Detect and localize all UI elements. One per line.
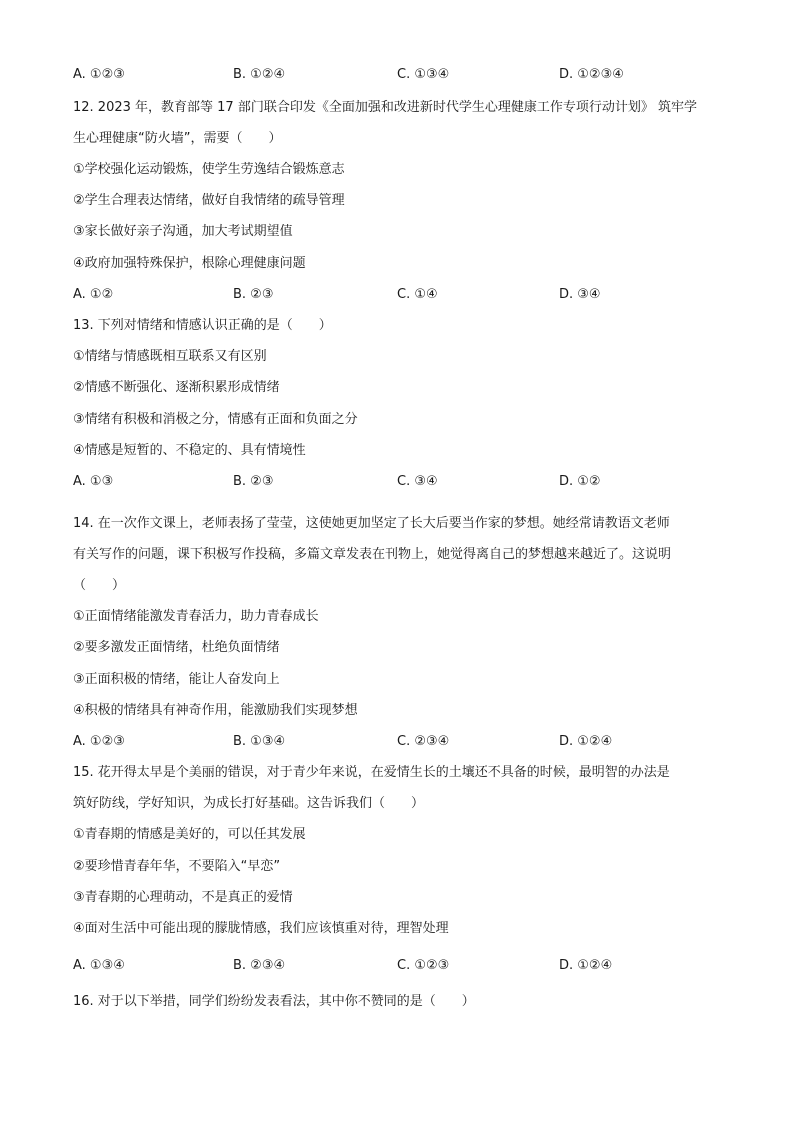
q15-statement-3: ③青春期的心理萌动，不是真正的爱情 [73, 890, 293, 905]
q13-option-a[interactable]: A. ①③ [73, 474, 114, 489]
q12-stem-line1: 12. 2023 年，教育部等 17 部门联合印发《全面加强和改进新时代学生心理健康工作专项行动计划》 筑牢学 [73, 100, 697, 115]
q15-option-d[interactable]: D. ①②④ [559, 958, 613, 973]
q11-option-a[interactable]: A. ①②③ [73, 67, 125, 82]
q12-statement-1: ①学校强化运动锻炼，使学生劳逸结合锻炼意志 [73, 162, 345, 177]
q13-stem-line1: 13. 下列对情绪和情感认识正确的是（ ） [73, 318, 332, 333]
q15-option-b[interactable]: B. ②③④ [233, 958, 286, 973]
q15-option-c[interactable]: C. ①②③ [397, 958, 450, 973]
q13-options [73, 474, 733, 490]
q12-option-a[interactable]: A. ①② [73, 287, 114, 302]
q14-stem-line1: 14. 在一次作文课上，老师表扬了莹莹，这使她更加坚定了长大后要当作家的梦想。她经常请教语文老师 [73, 516, 670, 531]
q14-statement-3: ③正面积极的情绪，能让人奋发向上 [73, 672, 280, 687]
q12-statement-3: ③家长做好亲子沟通，加大考试期望值 [73, 224, 293, 239]
q14-options [73, 734, 733, 750]
q14-statement-1: ①正面情绪能激发青春活力，助力青春成长 [73, 609, 319, 624]
q14-stem-line2: 有关写作的问题，课下积极写作投稿，多篇文章发表在刊物上，她觉得离自己的梦想越来越近了。这说明 [73, 547, 672, 562]
q12-statement-4: ④政府加强特殊保护，根除心理健康问题 [73, 256, 306, 271]
q11-option-b[interactable]: B. ①②④ [233, 67, 286, 82]
q11-option-c[interactable]: C. ①③④ [397, 67, 450, 82]
q15-stem-line2: 筑好防线，学好知识，为成长打好基础。这告诉我们（ ） [73, 796, 425, 811]
q15-options [73, 958, 733, 974]
q14-option-a[interactable]: A. ①②③ [73, 734, 125, 749]
q12-options [73, 287, 733, 303]
q15-statement-4: ④面对生活中可能出现的朦胧情感，我们应该慎重对待，理智处理 [73, 921, 449, 936]
q13-statement-2: ②情感不断强化、逐渐积累形成情绪 [73, 380, 280, 395]
q15-statement-2: ②要珍惜青春年华，不要陷入“早恋” [73, 859, 281, 874]
q13-statement-4: ④情感是短暂的、不稳定的、具有情境性 [73, 443, 306, 458]
q15-stem-line1: 15. 花开得太早是个美丽的错误，对于青少年来说，在爱情生长的土壤还不具备的时候，最明智的办法是 [73, 765, 670, 780]
q12-stem-line2: 生心理健康“防火墙”，需要（ ） [73, 131, 282, 146]
q13-statement-3: ③情绪有积极和消极之分，情感有正面和负面之分 [73, 412, 358, 427]
q14-option-d[interactable]: D. ①②④ [559, 734, 613, 749]
q15-option-a[interactable]: A. ①③④ [73, 958, 125, 973]
q13-statement-1: ①情绪与情感既相互联系又有区别 [73, 349, 267, 364]
q14-statement-4: ④积极的情绪具有神奇作用，能激励我们实现梦想 [73, 703, 358, 718]
q13-option-b[interactable]: B. ②③ [233, 474, 274, 489]
q15-statement-1: ①青春期的情感是美好的，可以任其发展 [73, 827, 306, 842]
q12-option-b[interactable]: B. ②③ [233, 287, 274, 302]
q12-statement-2: ②学生合理表达情绪，做好自我情绪的疏导管理 [73, 193, 345, 208]
q14-statement-2: ②要多激发正面情绪，杜绝负面情绪 [73, 640, 280, 655]
q12-option-c[interactable]: C. ①④ [397, 287, 438, 302]
q11-option-d[interactable]: D. ①②③④ [559, 67, 624, 82]
q13-option-c[interactable]: C. ③④ [397, 474, 438, 489]
q14-option-c[interactable]: C. ②③④ [397, 734, 450, 749]
q14-stem-line3: （ ） [73, 578, 126, 593]
q12-option-d[interactable]: D. ③④ [559, 287, 601, 302]
q16-stem-line1: 16. 对于以下举措，同学们纷纷发表看法，其中你不赞同的是（ ） [73, 994, 475, 1009]
q14-option-b[interactable]: B. ①③④ [233, 734, 286, 749]
q13-option-d[interactable]: D. ①② [559, 474, 601, 489]
q11-options [73, 67, 733, 83]
